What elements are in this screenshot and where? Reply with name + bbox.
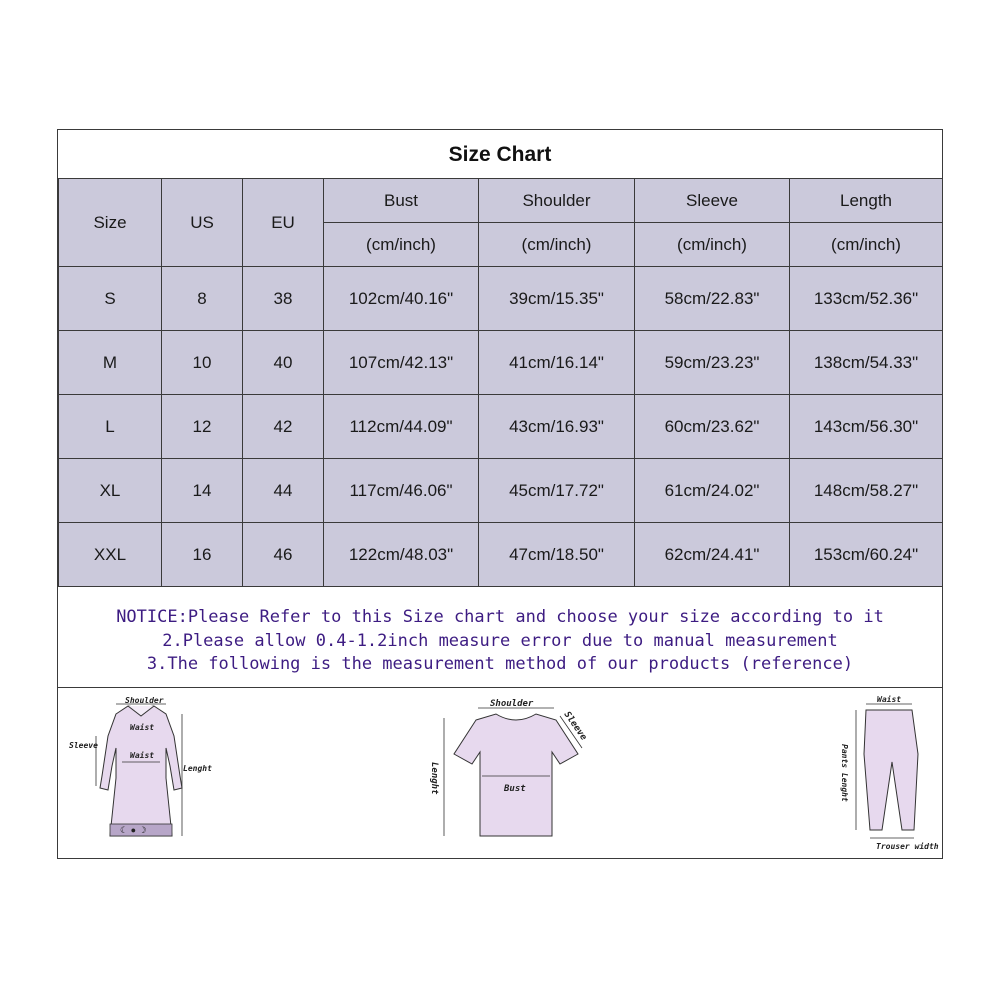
notice-box: [58, 590, 942, 688]
svg-text:☾ ● ☽: ☾ ● ☽: [120, 825, 147, 835]
table-cell: 44: [243, 459, 324, 523]
table-cell: 148cm/58.27": [790, 459, 943, 523]
table-row: [59, 331, 943, 395]
table-cell: 16: [162, 523, 243, 587]
unit-bust: (cm/inch): [324, 223, 479, 267]
tshirt-shoulder-label: Shoulder: [490, 699, 534, 709]
table-cell: 45cm/17.72": [479, 459, 635, 523]
table-cell: 43cm/16.93": [479, 395, 635, 459]
measurement-diagrams: [58, 688, 942, 858]
header-sleeve: Sleeve: [635, 179, 790, 223]
table-cell: 143cm/56.30": [790, 395, 943, 459]
header-size: Size: [59, 179, 162, 267]
header-eu: EU: [243, 179, 324, 267]
table-cell: 42: [243, 395, 324, 459]
table-cell: 14: [162, 459, 243, 523]
notice-line: 3.The following is the measurement method of our products (reference): [146, 654, 854, 674]
table-row: [59, 459, 943, 523]
table-cell: M: [59, 331, 162, 395]
table-cell: 153cm/60.24": [790, 523, 943, 587]
table-cell: L: [59, 395, 162, 459]
table-cell: S: [59, 267, 162, 331]
dress-length-label: Lenght: [183, 764, 212, 773]
tshirt-sleeve-label: Sleeve: [561, 709, 589, 743]
pants-trouser-width-label: Trouser width: [876, 842, 939, 851]
table-cell: 62cm/24.41": [635, 523, 790, 587]
dress-shoulder-label: Shoulder: [125, 696, 164, 705]
table-cell: 107cm/42.13": [324, 331, 479, 395]
table-cell: 59cm/23.23": [635, 331, 790, 395]
table-cell: 10: [162, 331, 243, 395]
table-cell: 117cm/46.06": [324, 459, 479, 523]
unit-shoulder: (cm/inch): [479, 223, 635, 267]
table-cell: 61cm/24.02": [635, 459, 790, 523]
table-cell: 46: [243, 523, 324, 587]
header-bust: Bust: [324, 179, 479, 223]
table-cell: 39cm/15.35": [479, 267, 635, 331]
table-cell: 41cm/16.14": [479, 331, 635, 395]
pants-waist-label: Waist: [877, 695, 902, 704]
page-title: Size Chart: [448, 143, 552, 166]
tshirt-bust-label: Bust: [504, 784, 526, 794]
table-cell: 8: [162, 267, 243, 331]
header-length: Length: [790, 179, 943, 223]
table-cell: 102cm/40.16": [324, 267, 479, 331]
pants-diagram: [832, 692, 944, 858]
table-cell: 38: [243, 267, 324, 331]
table-row: [59, 267, 943, 331]
tshirt-length-label: Lenght: [429, 762, 439, 795]
table-row: [59, 395, 943, 459]
unit-sleeve: (cm/inch): [635, 223, 790, 267]
table-cell: 60cm/23.62": [635, 395, 790, 459]
notice-line: 2.Please allow 0.4-1.2inch measure error due to manual measurement: [162, 630, 838, 651]
pants-length-label: Pants Lenght: [840, 744, 849, 802]
header-us: US: [162, 179, 243, 267]
tshirt-diagram: [426, 696, 606, 856]
size-table: [58, 178, 943, 587]
dress-sleeve-label: Sleeve: [69, 741, 98, 750]
dress-waist-label: Waist: [130, 751, 155, 760]
table-cell: 40: [243, 331, 324, 395]
table-cell: 138cm/54.33": [790, 331, 943, 395]
unit-length: (cm/inch): [790, 223, 943, 267]
dress-diagram: [66, 696, 216, 856]
table-cell: 12: [162, 395, 243, 459]
table-cell: XL: [59, 459, 162, 523]
header-shoulder: Shoulder: [479, 179, 635, 223]
table-cell: 112cm/44.09": [324, 395, 479, 459]
table-cell: 58cm/22.83": [635, 267, 790, 331]
size-chart-frame: [57, 129, 943, 859]
table-cell: XXL: [59, 523, 162, 587]
notice-line: NOTICE:Please Refer to this Size chart and choose your size according to it: [116, 607, 884, 627]
table-cell: 122cm/48.03": [324, 523, 479, 587]
table-cell: 133cm/52.36": [790, 267, 943, 331]
table-cell: 47cm/18.50": [479, 523, 635, 587]
dress-waist-top-label: Waist: [130, 723, 155, 732]
table-row: [59, 523, 943, 587]
